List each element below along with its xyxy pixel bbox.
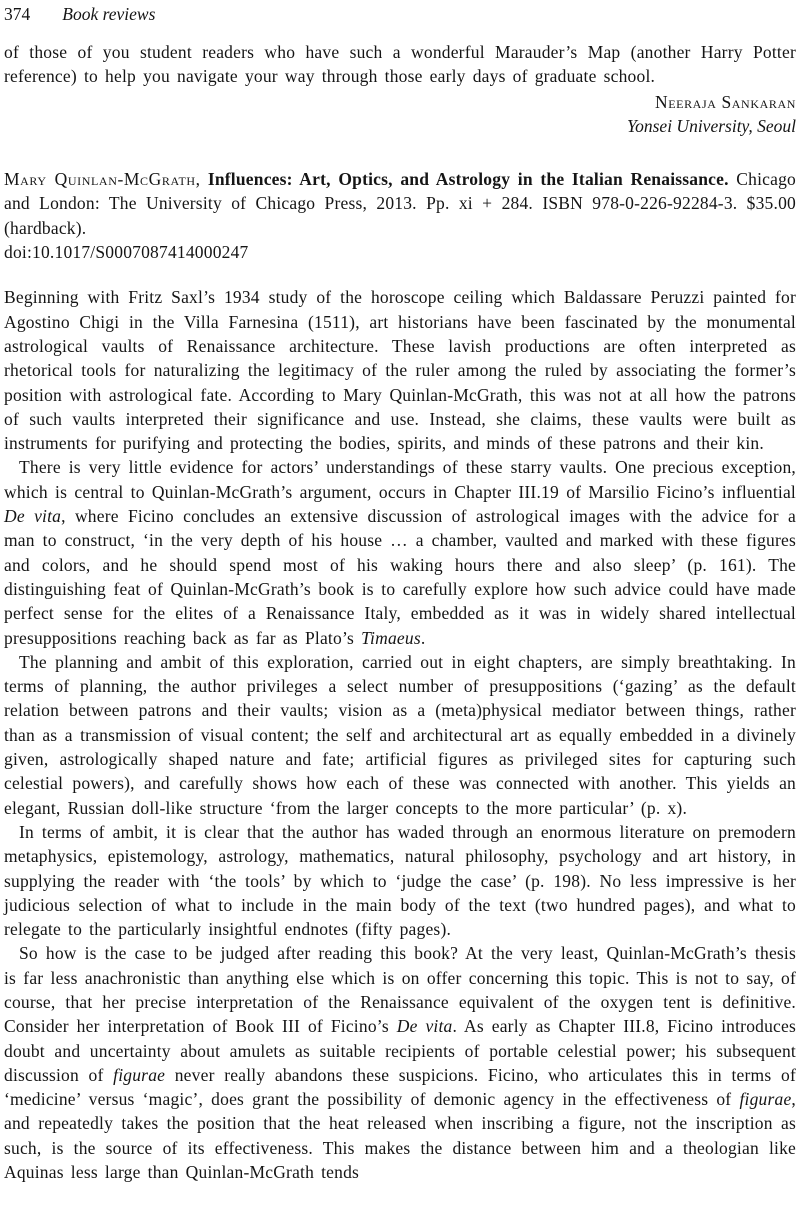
- text-run: De vita: [396, 1016, 453, 1037]
- review-paragraph: [4, 285, 796, 455]
- reviewer-affiliation: Yonsei University, Seoul: [626, 115, 796, 136]
- text-run: There is very little evidence for actors’ understandings of these starry vaults. One precious exception, which is central to Quinlan-McGrath’s argument, occurs in Chapter III.19 of Marsilio Ficino’s influential: [4, 457, 796, 502]
- signature-block: [4, 90, 796, 139]
- review-doi: doi:10.1017/S0007087414000247: [4, 242, 249, 263]
- review-citation: [4, 167, 796, 240]
- review-paragraph: [4, 650, 796, 820]
- page-number: 374: [4, 4, 31, 24]
- text-run: figurae: [113, 1064, 166, 1085]
- text-run: Mary Quinlan-McGrath: [4, 169, 196, 190]
- review-citation-block: [4, 167, 796, 264]
- text-run: never really abandons these suspicions. Ficino, who articulates this in terms of ‘medicine’ versus ‘magic’, does grant the possibility of demonic agency in the effectiveness of: [4, 1064, 796, 1110]
- text-run: . As early as Chapter III.8, Ficino introduces doubt and uncertainty about amulets as suitable recipients of portable celestial power; his subsequent discussion of: [4, 1016, 796, 1085]
- text-run: figurae: [739, 1089, 792, 1110]
- text-run: In terms of ambit, it is clear that the author has waded through an enormous literature on premodern metaphysics, epistemology, astrology, mathematics, natural philosophy, psychology and art history, in supplying the reader with ‘the tools’ by which to ‘judge the case’ (p. 198). No less impressive is her judicious selection of what to include in the main body of the text (two hundred pages), and what to relegate to the particularly insightful endnotes (fifty pages).: [4, 821, 796, 940]
- text-run: Chicago and London: The University of Chicago Press, 2013. Pp. xi + 284. ISBN 978-0-226-92284-3. $35.00 (hardback).: [4, 169, 796, 238]
- text-run: Influences: Art, Optics, and Astrology in the Italian Renaissance.: [207, 169, 729, 190]
- text-run: ,: [195, 169, 208, 190]
- previous-review-closing-paragraph: of those of you student readers who have such a wonderful Marauder’s Map (another Harry Potter reference) to help you navigate your way through those early days of graduate school.: [4, 42, 796, 87]
- text-run: Beginning with Fritz Saxl’s 1934 study of the horoscope ceiling which Baldassare Peruzzi painted for Agostino Chigi in the Villa Farnesina (1511), art historians have been fascinated by the monumental astrological vaults of Renaissance architecture. These lavish productions are often interpreted as rhetorical tools for naturalizing the legitimacy of the ruler among the ruled by associating the former’s position with astrological fate. According to Mary Quinlan-McGrath, this was not at all how the patrons of such vaults interpreted their significance and use. Instead, she claims, these vaults were built as instruments for purifying and protecting the bodies, spirits, and minds of these patrons and their kin.: [4, 287, 796, 454]
- text-run: , where Ficino concludes an extensive discussion of astrological images with the advice for a man to construct, ‘in the very depth of his house … a chamber, vaulted and marked with these figures and colors, and he should spend most of his waking hours there and also sleep’ (p. 161). The distinguishing feat of Quinlan-McGrath’s book is to carefully explore how such advice could have made perfect sense for the elites of a Renaissance Italy, embedded as it was in widely shared intellectual presuppositions reaching back as far as Plato’s: [4, 506, 796, 648]
- text-run: .: [420, 627, 426, 648]
- review-paragraph: [4, 941, 796, 1184]
- text-run: So how is the case to be judged after reading this book? At the very least, Quinlan-McGrath’s thesis is far less anachronistic than anything else which is on offer concerning this topic. This is not to say, of course, that her precise interpretation of the Renaissance equivalent of the oxygen tent is definitive. Consider her interpretation of Book III of Ficino’s: [4, 943, 796, 1037]
- text-run: Timaeus: [361, 627, 421, 648]
- text-run: The planning and ambit of this exploration, carried out in eight chapters, are simply breathtaking. In terms of planning, the author privileges a select number of presuppositions (‘gazing’ as the default relation between patrons and their vaults; vision as a (meta)physical mediator between things, rather than as a transmission of visual content; the self and architectural art as equally embedded in a divinely given, astrologically shaped nature and fate; artificial figures as privileged sites for capturing such celestial powers), and carefully shows how each of these was connected with another. This yields an elegant, Russian doll-like structure ‘from the larger concepts to the more particular’ (p. x).: [4, 651, 796, 818]
- text-run: De vita: [4, 506, 62, 527]
- reviewer-name: Neeraja Sankaran: [654, 91, 796, 112]
- section-title: Book reviews: [62, 4, 156, 24]
- review-body: [4, 285, 796, 1184]
- page-header: [4, 3, 796, 25]
- text-run: , and repeatedly takes the position that the heat released when inscribing a figure, not the inscription as such, is the source of its effectiveness. This makes the distance between him and a theologian like Aquinas less large than Quinlan-McGrath tends: [4, 1089, 796, 1183]
- review-paragraph: [4, 820, 796, 941]
- review-paragraph: [4, 455, 796, 649]
